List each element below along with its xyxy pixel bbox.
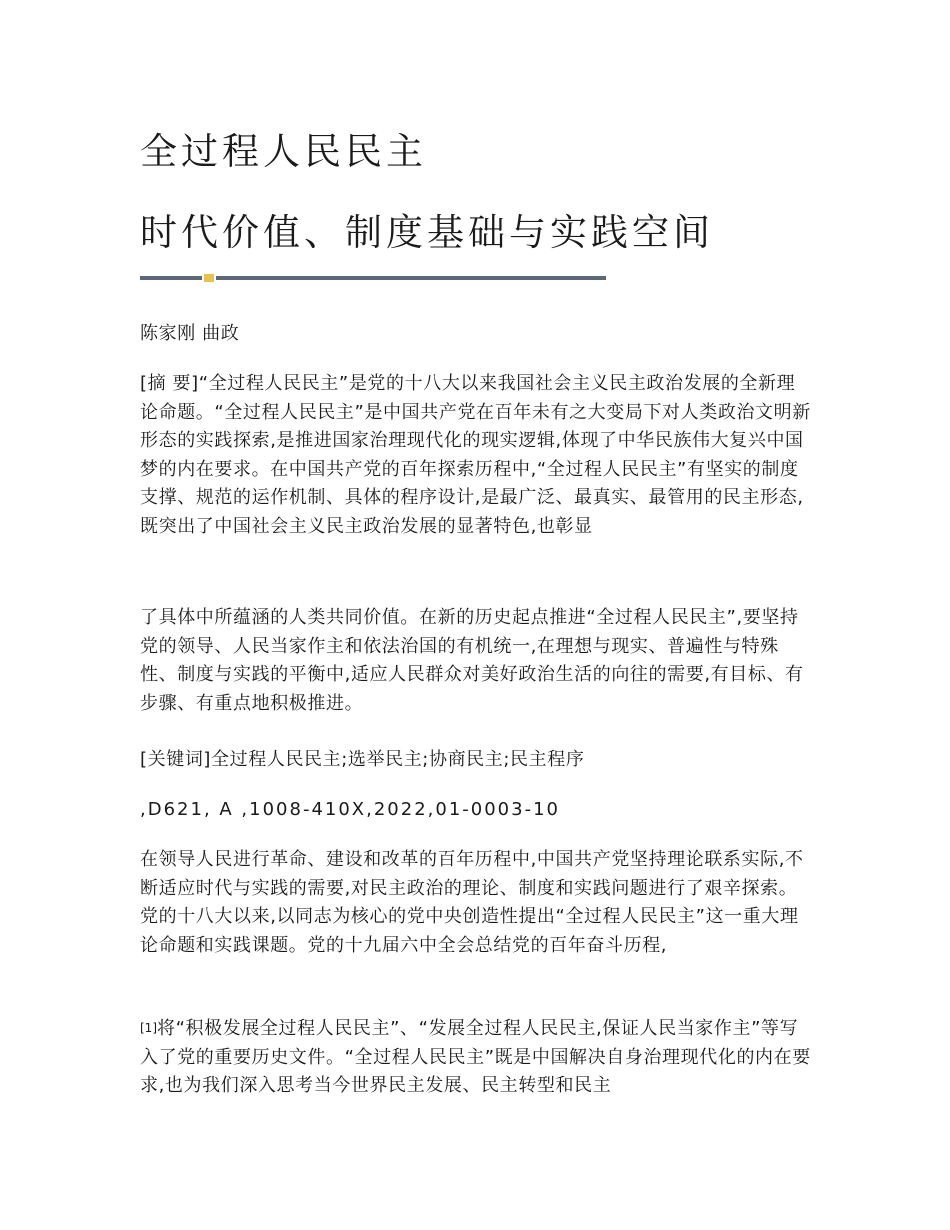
title-line-2: 时代价值、制度基础与实践空间 <box>140 211 714 254</box>
authors: 陈家刚 曲政 <box>140 323 240 344</box>
body-paragraph-2-text: 将“积极发展全过程人民民主”、“发展全过程人民民主,保证人民当家作主”等写入了党的重要历史文件。“全过程人民民主”既是中国解决自身治理现代化的内在要求,也为我们深入思考当今世界民主发展、民主转型和民主 <box>140 1018 811 1096</box>
body-paragraph-1: 在领导人民进行革命、建设和改革的百年历程中,中国共产党坚持理论联系实际,不断适应时代与实践的需要,对民主政治的理论、制度和实践问题进行了艰辛探索。党的十八大以来,以同志为核心的党中央创造性提出“全过程人民民主”这一重大理论命题和实践课题。党的十九届六中全会总结党的百年奋斗历程, <box>140 849 804 956</box>
divider-accent-mark <box>204 274 214 282</box>
footnote-reference[interactable]: [1] <box>140 1021 157 1035</box>
classification-code: ,D621, A ,1008-410X,2022,01-0003-10 <box>140 799 560 820</box>
abstract-part-1: [摘 要]“全过程人民民主”是党的十八大以来我国社会主义民主政治发展的全新理论命题。“全过程人民民主”是中国共产党在百年未有之大变局下对人类政治文明新形态的实践探索,是推进国家治理现代化的现实逻辑,体现了中华民族伟大复兴中国梦的内在要求。在中国共产党的百年探索历程中,“全过程人民民主”有坚实的制度支撑、规范的运作机制、具体的程序设计,是最广泛、最真实、最管用的民主形态,既突出了中国社会主义民主政治发展的显著特色,也彰显 <box>140 373 811 537</box>
title-line-1: 全过程人民民主 <box>140 130 427 173</box>
divider-segment-left <box>140 276 202 280</box>
body-paragraph-2 <box>140 1014 812 1101</box>
divider-segment-right <box>216 276 606 280</box>
abstract-part-2: 了具体中所蕴涵的人类共同价值。在新的历史起点推进“全过程人民民主”,要坚持党的领导、人民当家作主和依法治国的有机统一,在理想与现实、普遍性与特殊性、制度与实践的平衡中,适应人民群众对美好政治生活的向往的需要,有目标、有步骤、有重点地积极推进。 <box>140 607 804 714</box>
keywords: [关键词]全过程人民民主;选举民主;协商民主;民主程序 <box>140 749 585 770</box>
title-divider <box>140 274 606 282</box>
